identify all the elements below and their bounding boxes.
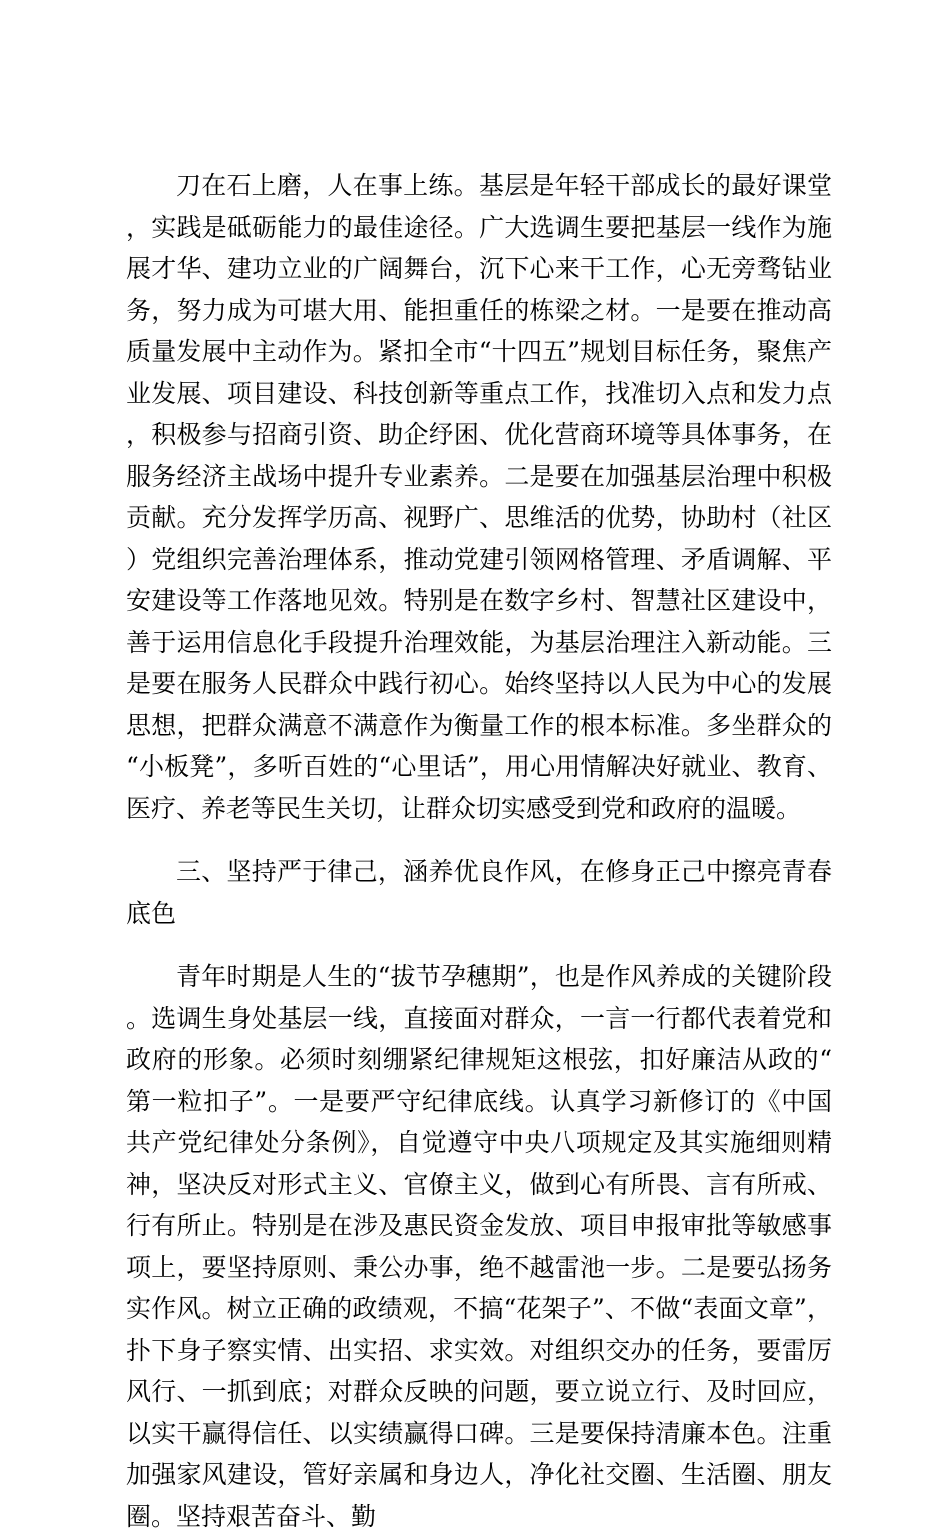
body-paragraph-discipline: 青年时期是人生的“拔节孕穗期”，也是作风养成的关键阶段。选调生身处基层一线，直接面对群众，一言一行都代表着党和政府的形象。必须时刻绷紧纪律规矩这根弦，扣好廉洁从政的“第一粒扣子”。一是要严守纪律底线。认真学习新修订的《中国共产党纪律处分条例》，自觉遵守中央八项规定及其实施细则精神，坚决反对形式主义、官僚主义，做到心有所畏、言有所戒、行有所止。特别是在涉及惠民资金发放、项目申报审批等敏感事项上，要坚持原则、秉公办事，绝不越雷池一步。二是要弘扬务实作风。树立正确的政绩观，不搞“花架子”、不做“表面文章”，扑下身子察实情、出实招、求实效。对组织交办的任务，要雷厉风行、一抓到底；对群众反映的问题，要立说立行、及时回应，以实干赢得信任、以实绩赢得口碑。三是要保持清廉本色。注重加强家风建设，管好亲属和身边人，净化社交圈、生活圈、朋友圈。坚持艰苦奋斗、勤: [126, 962, 832, 1531]
section-heading-three: 三、坚持严于律己，涵养优良作风，在修身正己中擦亮青春底色: [126, 857, 832, 928]
document-page: [126, 165, 832, 1537]
body-paragraph-practice: 刀在石上磨，人在事上练。基层是年轻干部成长的最好课堂，实践是砥砺能力的最佳途径。广大选调生要把基层一线作为施展才华、建功立业的广阔舞台，沉下心来干工作，心无旁骛钻业务，努力成为可堪大用、能担重任的栋梁之材。一是要在推动高质量发展中主动作为。紧扣全市“十四五”规划目标任务，聚焦产业发展、项目建设、科技创新等重点工作，找准切入点和发力点，积极参与招商引资、助企纾困、优化营商环境等具体事务，在服务经济主战场中提升专业素养。二是要在加强基层治理中积极贡献。充分发挥学历高、视野广、思维活的优势，协助村（社区）党组织完善治理体系，推动党建引领网格管理、矛盾调解、平安建设等工作落地见效。特别是在数字乡村、智慧社区建设中，善于运用信息化手段提升治理效能，为基层治理注入新动能。三是要在服务人民群众中践行初心。始终坚持以人民为中心的发展思想，把群众满意不满意作为衡量工作的根本标准。多坐群众的“小板凳”，多听百姓的“心里话”，用心用情解决好就业、教育、医疗、养老等民生关切，让群众切实感受到党和政府的温暖。: [126, 171, 832, 823]
